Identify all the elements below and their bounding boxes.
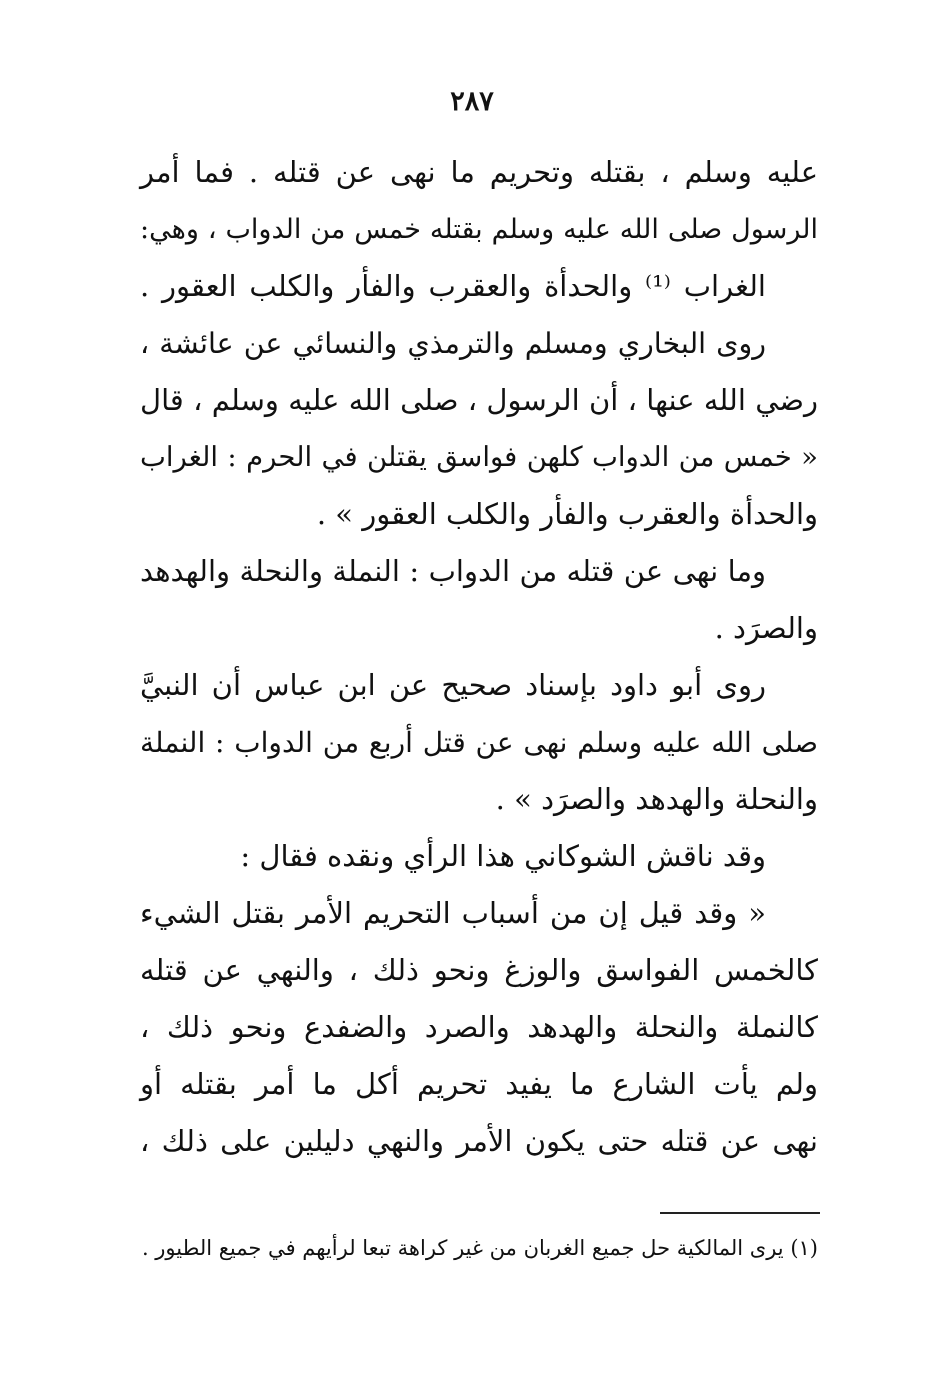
text-line: والصرَد . <box>714 611 818 645</box>
text-line: كالخمس الفواسق والوزغ ونحو ذلك ، والنهي عن قتله <box>140 953 818 987</box>
text-line: نهى عن قتله حتى يكون الأمر والنهي دليلين على ذلك ، <box>140 1124 818 1158</box>
text-line: كالنملة والنحلة والهدهد والصرد والضفدع ونحو ذلك ، <box>140 1010 818 1044</box>
text-line: صلى الله عليه وسلم نهى عن قتل أربع من الدواب : النملة <box>140 726 818 759</box>
text-line: عليه وسلم ، بقتله وتحريم ما نهى عن قتله . فما أمر <box>140 155 818 189</box>
page-number: ٢٨٧ <box>450 86 494 117</box>
text-line: روى أبو داود بإسناد صحيح عن ابن عباس أن النبيَّ <box>140 668 766 702</box>
text-line: الرسول صلى الله عليه وسلم بقتله خمس من الدواب ، وهي: <box>140 214 818 245</box>
text-line: ولم يأت الشارع ما يفيد تحريم أكل ما أمر بقتله أو <box>140 1067 818 1101</box>
text-line: وما نهى عن قتله من الدواب : النملة والنحلة والهدهد <box>140 554 766 588</box>
text-line: « خمس من الدواب كلهن فواسق يقتلن في الحرم : الغراب <box>140 441 818 473</box>
footnote: (١) يرى المالكية حل جميع الغربان من غير كراهة تبعا لرأيهم في جميع الطيور . <box>141 1236 818 1260</box>
text-line: الغراب ⁽¹⁾ والحدأة والعقرب والفأر والكلب العقور . <box>140 269 766 303</box>
text-line: روى البخاري ومسلم والترمذي والنسائي عن عائشة ، <box>140 327 766 360</box>
text-line: والنحلة والهدهد والصرَد » . <box>495 782 818 816</box>
text-line: « وقد قيل إن من أسباب التحريم الأمر بقتل الشيء <box>140 896 766 930</box>
text-line: رضي الله عنها ، أن الرسول ، صلى الله عليه وسلم ، قال <box>140 383 818 417</box>
body-text <box>140 144 818 1170</box>
text-line: والحدأة والعقرب والفأر والكلب العقور » . <box>316 497 818 531</box>
footnote-divider <box>660 1212 820 1214</box>
text-line: وقد ناقش الشوكاني هذا الرأي ونقده فقال : <box>240 839 766 873</box>
